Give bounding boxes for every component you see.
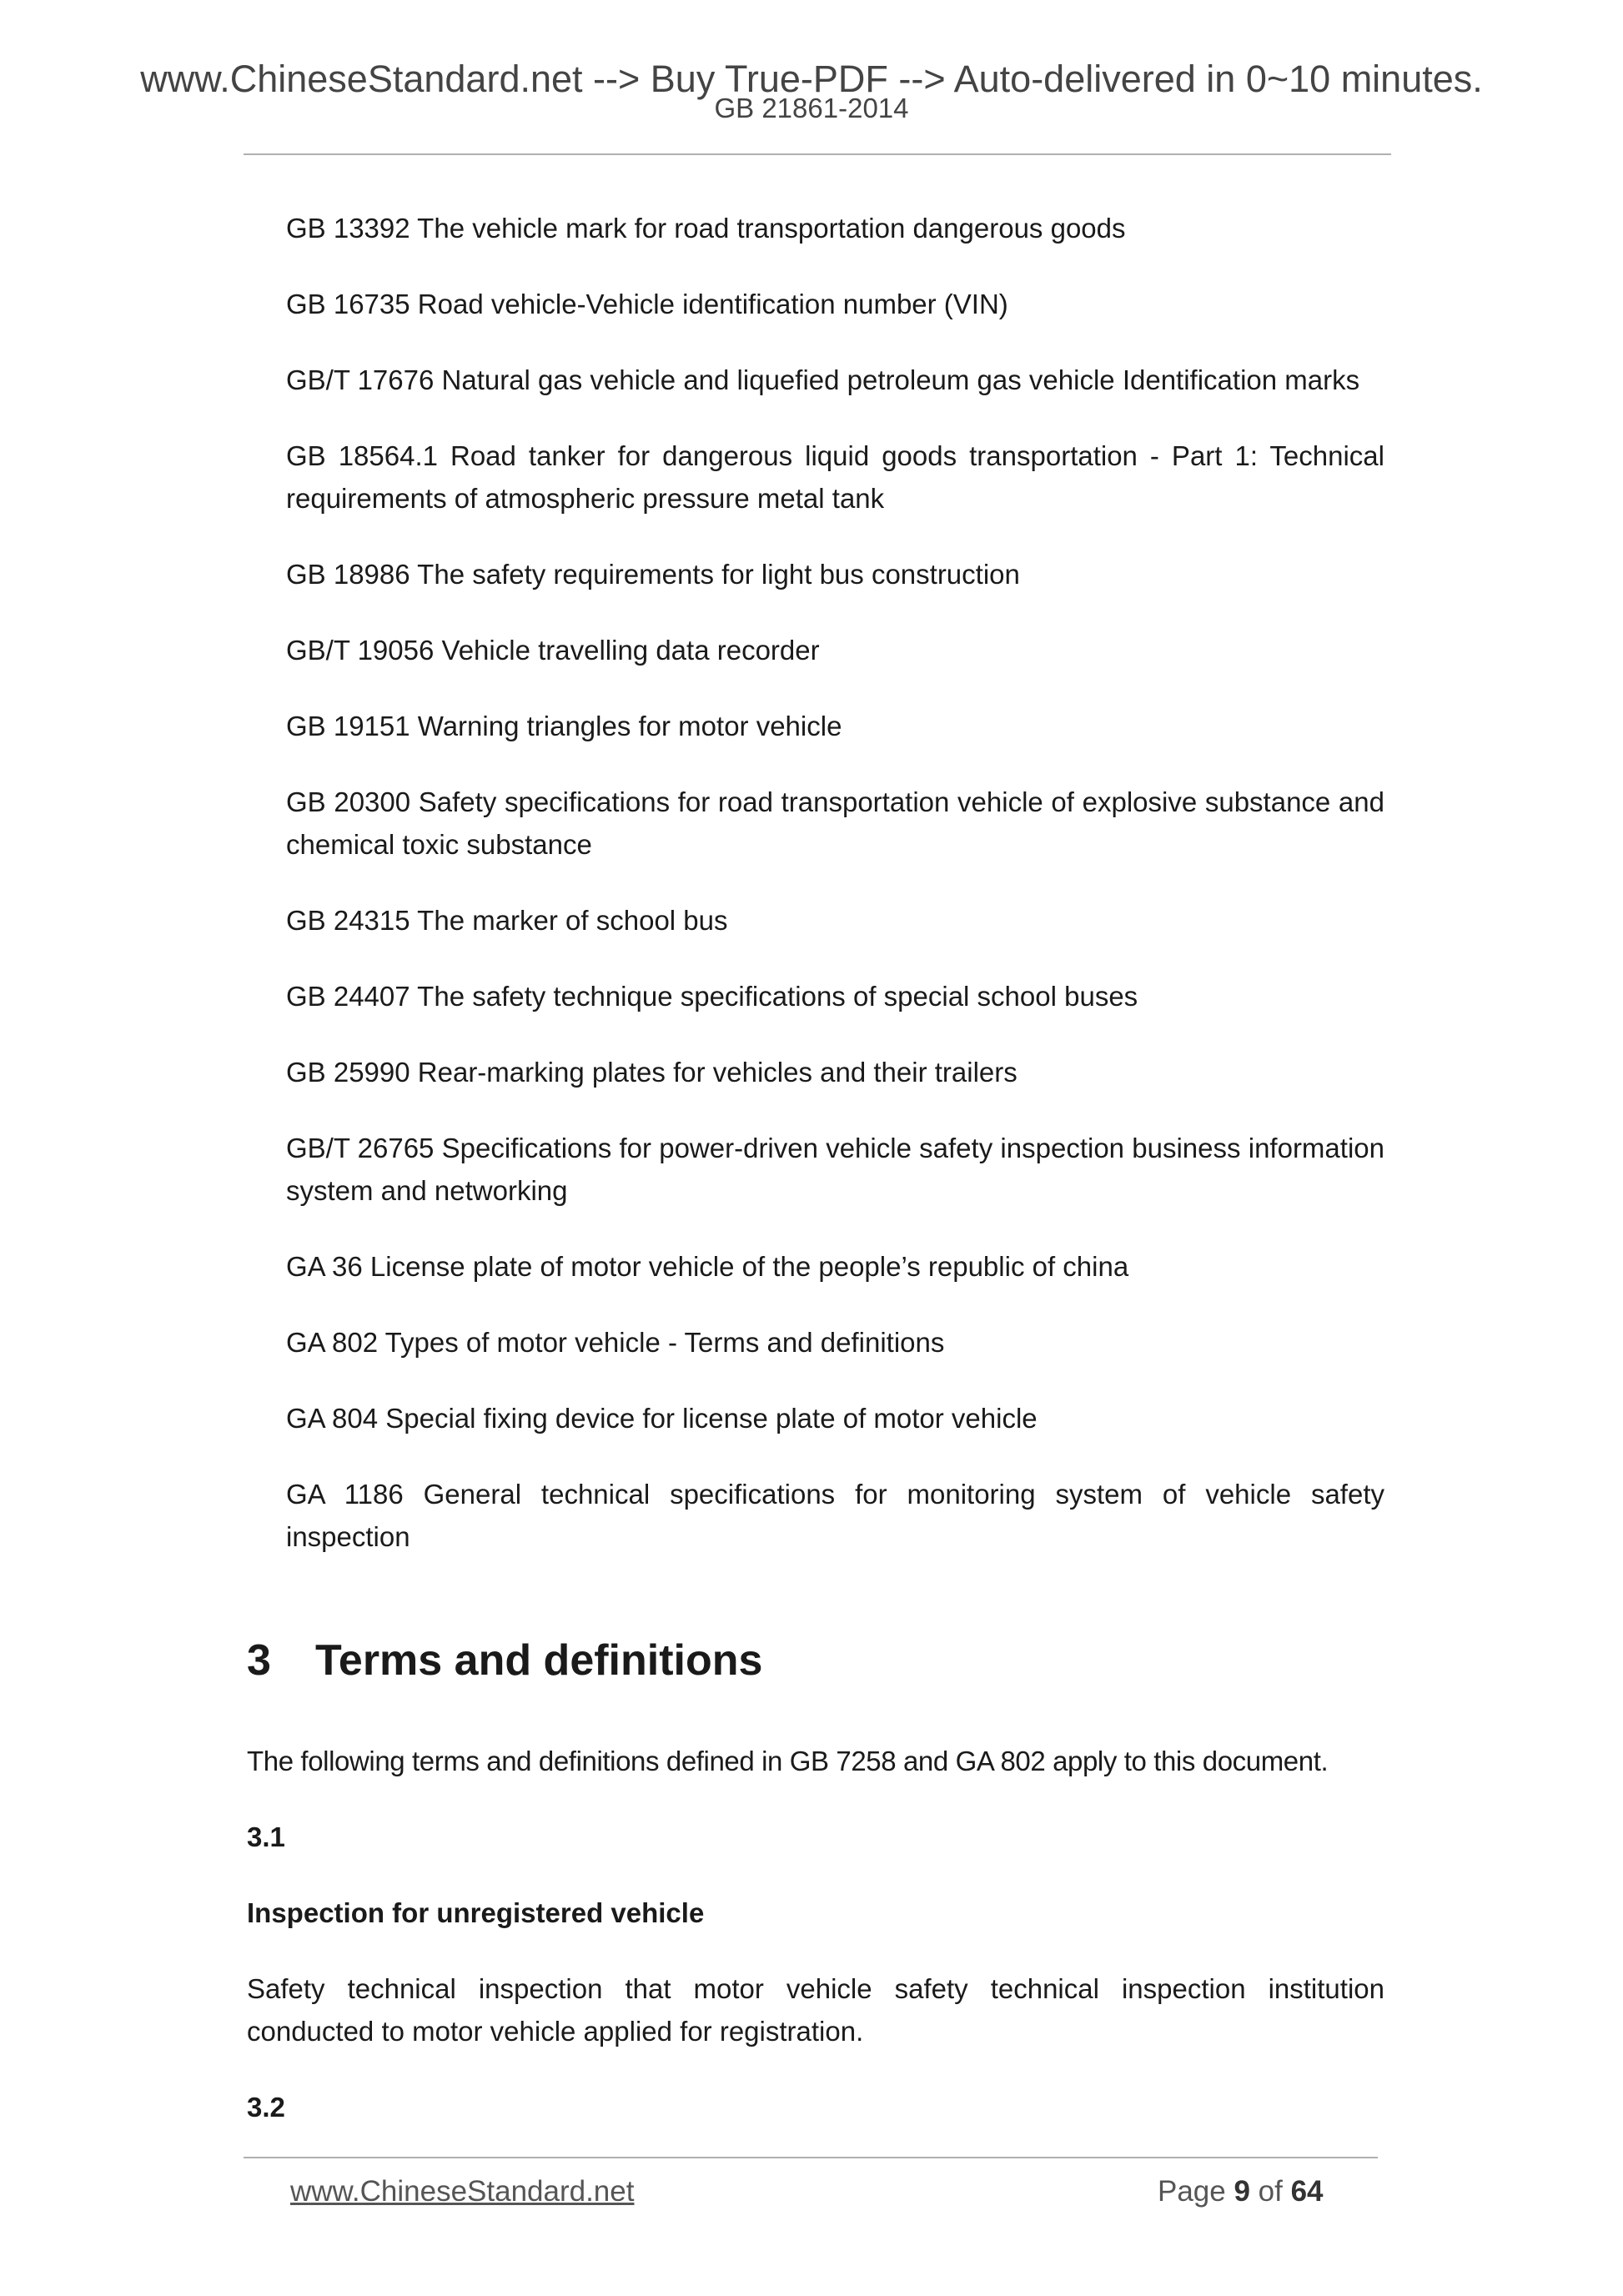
term-title: Inspection for unregistered vehicle [247, 1897, 705, 1929]
header-divider [244, 153, 1391, 155]
reference-item: GB 16735 Road vehicle-Vehicle identification number (VIN) [286, 289, 1008, 319]
document-code: GB 21861-2014 [714, 93, 909, 123]
term-number: 3.1 [247, 1821, 285, 1853]
normative-references-list [286, 207, 1384, 1591]
reference-item: GB/T 17676 Natural gas vehicle and liquefied petroleum gas vehicle Identification marks [286, 364, 1360, 395]
section-number: 3 [247, 1636, 271, 1685]
reference-item: GB 20300 Safety specifications for road transportation vehicle of explosive substance and chemical toxic substance [286, 786, 1384, 860]
reference-item: GB/T 19056 Vehicle travelling data recorder [286, 635, 820, 666]
reference-item: GB 25990 Rear-marking plates for vehicles and their trailers [286, 1057, 1018, 1088]
footer-site-link[interactable]: www.ChineseStandard.net [290, 2175, 635, 2208]
section-heading [247, 1635, 1384, 1686]
reference-item: GB 18564.1 Road tanker for dangerous liquid goods transportation - Part 1: Technical requirements of atmospheric pressure metal tank [286, 440, 1384, 514]
reference-item: GB 24315 The marker of school bus [286, 905, 728, 936]
reference-item: GB/T 26765 Specifications for power-driven vehicle safety inspection business information system and networking [286, 1133, 1384, 1206]
reference-item: GA 802 Types of motor vehicle - Terms and definitions [286, 1327, 945, 1358]
promo-banner[interactable]: www.ChineseStandard.net --> Buy True-PDF --> Auto-delivered in 0~10 minutes. [140, 58, 1483, 100]
page-number: Page 9 of 64 [1158, 2175, 1324, 2208]
section-title: Terms and definitions [315, 1636, 763, 1685]
section-intro: The following terms and definitions defined in GB 7258 and GA 802 apply to this document. [247, 1746, 1329, 1777]
page-total: 64 [1290, 2175, 1324, 2208]
footer-divider [244, 2157, 1378, 2158]
reference-item: GA 36 License plate of motor vehicle of the people’s republic of china [286, 1251, 1129, 1282]
page-header [0, 60, 1623, 122]
reference-item: GB 19151 Warning triangles for motor vehicle [286, 711, 842, 741]
section-terms-and-definitions [247, 1635, 1384, 2162]
page-current: 9 [1234, 2175, 1250, 2208]
term-definition: Safety technical inspection that motor vehicle safety technical inspection institution conducted to motor vehicle applied for registration. [247, 1973, 1384, 2047]
reference-item: GB 13392 The vehicle mark for road transportation dangerous goods [286, 213, 1126, 244]
reference-item: GA 1186 General technical specifications for monitoring system of vehicle safety inspection [286, 1479, 1384, 1552]
term-number: 3.2 [247, 2092, 285, 2123]
reference-item: GB 24407 The safety technique specifications of special school buses [286, 981, 1138, 1012]
reference-item: GA 804 Special fixing device for license plate of motor vehicle [286, 1403, 1038, 1434]
reference-item: GB 18986 The safety requirements for light bus construction [286, 559, 1020, 590]
